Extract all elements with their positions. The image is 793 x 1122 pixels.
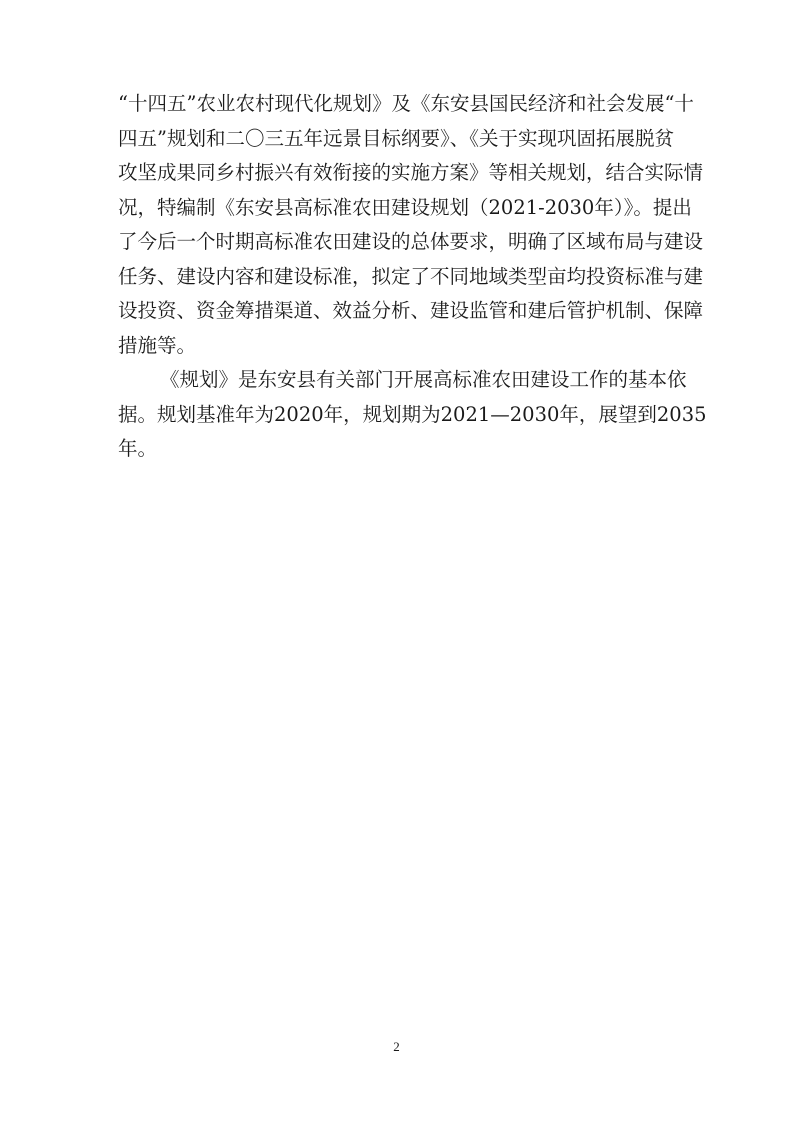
- text-line: 措施等。: [118, 333, 197, 357]
- text-line: 了今后一个时期高标准农田建设的总体要求，明确了区域布局与建设: [118, 230, 704, 253]
- text-line: 据。规划基准年为2020年，规划期为2021—2030年，展望到2035: [118, 402, 707, 426]
- paragraph-planning-basis: [118, 363, 707, 467]
- paragraph-continuation: [118, 87, 704, 363]
- text-line: “十四五”农业农村现代化规划》及《东安县国民经济和社会发展“十: [118, 92, 694, 115]
- text-line: 攻坚成果同乡村振兴有效衔接的实施方案》等相关规划，结合实际情: [118, 161, 704, 184]
- text-line: 四五”规划和二〇三五年远景目标纲要》、《关于实现巩固拓展脱贫: [118, 126, 674, 150]
- page-number: 2: [393, 1039, 400, 1054]
- text-line: 年。: [118, 437, 158, 460]
- text-line: 《规划》是东安县有关部门开展高标准农田建设工作的基本依: [160, 368, 687, 391]
- text-line: 设投资、资金筹措渠道、效益分析、建设监管和建后管护机制、保障: [118, 299, 704, 322]
- body-text: [118, 87, 707, 467]
- text-line: 任务、建设内容和建设标准，拟定了不同地域类型亩均投资标准与建: [118, 264, 704, 288]
- text-line: 况，特编制《东安县高标准农田建设规划（2021-2030年）》。提出: [118, 195, 692, 219]
